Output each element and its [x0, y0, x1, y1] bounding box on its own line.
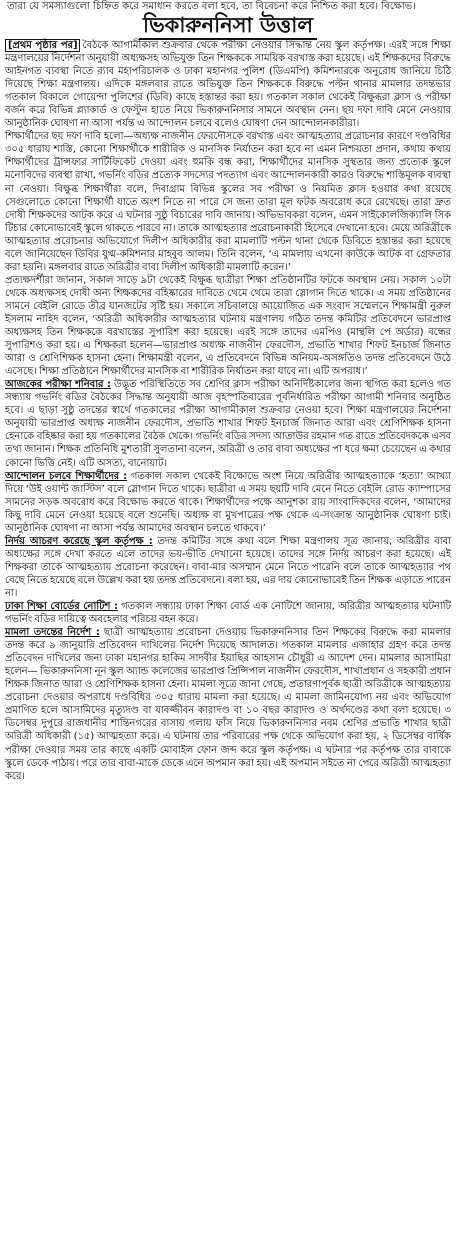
cut-off-previous-article-line: তারা যে সমস্যাগুলো চিহ্নিত করে সমাধান করতে বলা হবে, তা বিবেচনা করে নিশ্চিত করা হবে। বিক্ষোভ।: [7, 1, 416, 12]
article-section: [5, 535, 451, 600]
headline-container: [5, 12, 451, 39]
paragraph-text: বৈঠকে আগামীকাল শুক্রবার থেকে পরীক্ষা নেওয়ার সিদ্ধান্ত নেয় স্কুল কর্তৃপক্ষ। এরই সঙ্গে শিক্ষা মন্ত্রণালয়ের নির্দেশনা অনুযায়ী অধ্যক্ষসহ অভিযুক্ত তিন শিক্ষককে সাময়িক বরখাস্ত করা হয়েছে। এই শিক্ষকদের বিরুদ্ধে আইনগত ব্যবস্থা নিতে র‌্যাব মহাপরিচালক ও ঢাকা মহানগর পুলিশ (ডিএমপি) কমিশনারকে অনুরোধ জানিয়ে চিঠি দিয়েছে শিক্ষা মন্ত্রণালয়। এদিকে মঙ্গলবার রাতে অভিযুক্ত তিন শিক্ষককে বিরুদ্ধে পল্টন থানার মামলার তদন্তভার গতকাল বিকালে গোয়েন্দা পুলিশের (ডিবি) কাছে হস্তান্তর করা হয়। গতকাল সকাল থেকেই বিক্ষুব্ধরা ক্লাস ও পরীক্ষা বর্জন করে বিভিন্ন প্ল্যাকার্ড ও ফেস্টুন হাতে নিয়ে ভিকারুননিসার সামনে অবস্থান নেন। ছয় দফা দাবি মেনে নেওয়ার আনুষ্ঠানিক ঘোষণা না আসা পর্যন্ত এ আন্দোলন চলবে বলেও ঘোষণা দেন আন্দোলনকারীরা।: [5, 40, 451, 130]
article-section: [5, 378, 451, 469]
article-body: [5, 39, 451, 783]
article-section: [5, 470, 451, 535]
article-section: [5, 626, 451, 783]
article-paragraph: [5, 39, 451, 130]
continuation-label: [প্রথম পৃষ্ঠার পর]: [5, 39, 80, 52]
section-heading: ঢাকা শিক্ষা বোর্ডের নোটিশ :: [5, 601, 118, 613]
section-heading: মামলা তদন্তের নির্দেশ :: [5, 627, 100, 639]
paragraph-text: প্রত্যক্ষদর্শীরা জানান, সকাল সাড়ে ৯টা থেকেই বিক্ষুব্ধ ছাত্রীরা শিক্ষা প্রতিষ্ঠানটির ফটকে অবস্থান নেয়। সকাল ১০টা থেকে অধ্যক্ষসহ দোষী অন্য শিক্ষকদের বহিষ্কারের দাবিতে থেমে থেমে তারা স্লোগান দিতে থাকে। এ সময় প্রতিষ্ঠানের সামনে বেইলি রোডে তীব্র যানজটের সৃষ্টি হয়। সকালে সচিবালয়ে আয়োজিত এক সংবাদ সম্মেলনে শিক্ষামন্ত্রী নুরুল ইসলাম নাহিদ বলেন, ‘অরিত্রী অধিকারীর আত্মহত্যার ঘটনায় মন্ত্রণালয় গঠিত তদন্ত কমিটির প্রতিবেদনে ভারপ্রাপ্ত অধ্যক্ষসহ তিন শিক্ষককে বরখাস্তের সুপারিশ করা হয়েছে। এরই সঙ্গে তাদের এমপিও (মান্থলি পে অর্ডার) বন্ধের সুপারিশও করা হয়। এ শিক্ষকরা হলেন—ভারপ্রাপ্ত অধ্যক্ষ নাজনীন ফেরদৌস, প্রভাতি শাখার শিফট ইনচার্জ জিনাত আরা ও শ্রেণিশিক্ষক হাসনা হেনা। শিক্ষামন্ত্রী বলেন, এ প্রতিবেদনে বিভিন্ন অনিয়ম-অসঙ্গতিও তদন্ত প্রতিবেদনে উঠে এসেছে। শিক্ষা প্রতিষ্ঠানে শিক্ষার্থীদের মানসিক বা শারীরিক নির্যাতন করা যাবে না। এটি অপরাধ।’: [5, 274, 451, 378]
section-text: তদন্ত কমিটির সঙ্গে কথা বলে শিক্ষা মন্ত্রণালয় সূত্র জানায়, অরিত্রীর বাবা অধ্যক্ষের সঙ্গে দেখা করতে এলে তাদের ভয়-ভীতি দেখানো হয়েছে। তাদের সঙ্গে নির্দয় আচরণ করা হয়েছে। এই শিক্ষকরা তাকে আত্মহত্যায় প্ররোচনা করেছেন। বাবা-মার অসম্মান মেনে নিতে পারেনি বলে তাকে আত্মহত্যার পথ বেছে নিতে হয়েছে বলে উল্লেখ করা হয় তদন্ত প্রতিবেদনে। বলা হয়, এর দায় কোনোভাবেই তিন শিক্ষক এড়াতে পারেন না।: [5, 535, 451, 599]
article-paragraph: [5, 130, 451, 274]
section-text: গতকাল সকাল থেকেই বিক্ষোভে অংশ নিয়ে অরিত্রীর আত্মহত্যাকে ‘হত্যা’ আখ্যা দিয়ে ‘উই ওয়ান্ট জাস্টিস’ বলে স্লোগান দিতে থাকে। ছাত্রীরা এ সময় ছয়টি দাবি মেনে নিতে বেইলি রোড ক্যাম্পাসের সামনের সড়ক অবরোধ করে বিক্ষোভ করতে থাকে। শিক্ষার্থীদের পক্ষে আনুশকা রায় সাংবাদিকদের বলেন, ‘আমাদের কিছু দাবি মেনে নেওয়া হয়েছে বলে শুনেছি। অধ্যক্ষ বা মুখপাত্রের পক্ষ থেকে এ-সংক্রান্ত আনুষ্ঠানিক ঘোষণা চাই। আনুষ্ঠানিক ঘোষণা না আসা পর্যন্ত আমাদের অবস্থান চলতে থাকবে।’: [5, 470, 451, 534]
article-paragraph: [5, 274, 451, 378]
section-heading: নির্দয় আচরণ করেছে স্কুল কর্তৃপক্ষ :: [5, 535, 153, 547]
section-text: উদ্ভূত পরিস্থিতিতে সব শ্রেণির ক্লাস পরীক্ষা অনির্দিষ্টকালের জন্য স্থগিত করা হলেও গত সন্ধ্যায় গভর্নিং বডির বৈঠকের সিদ্ধান্ত অনুযায়ী আজ বৃহস্পতিবারের পূর্বনির্ধারিত পরীক্ষা আগামী শনিবার অনুষ্ঠিত হবে। এ ছাড়া সুষ্ঠু তদন্তের স্বার্থে গতকালের পরীক্ষা আগামীকাল শুক্রবার নেওয়া হবে। শিক্ষা মন্ত্রণালয়ের নির্দেশনা অনুযায়ী ভারপ্রাপ্ত অধ্যক্ষ নাজনীন ফেরদৌস, প্রভাতি শাখার শিফট ইনচার্জ জিনাত আরা এবং শ্রেণিশিক্ষক হাসনা হেনাকে বহিষ্কার করা হয় গতকালের বৈঠক থেকে। গভর্নিং বডির সদস্য আতাউর রহমান গত রাতে প্রতিবেদককে এসব তথ্য জানান। শিক্ষক প্রতিনিধি মুশতারী সুলতানা বলেন, অরিত্রী ও তার বাবা অধ্যক্ষের পা ধরে ক্ষমা চেয়েছেন এ কথার কোনো ভিত্তি নেই। এটি অসত্য, বানোয়াট।: [5, 379, 451, 469]
paragraph-text: শিক্ষার্থীদের ছয় দফা দাবি হলো—অধ্যক্ষ নাজনীন ফেরদৌসকে বরখাস্ত এবং আত্মহত্যার প্ররোচনার কারণে দণ্ডবিধির ৩০৫ ধারায় শাস্তি, কোনো শিক্ষার্থীকে শারীরিক ও মানসিক নির্যাতন করা হবে না এমন নিশ্চয়তা প্রদান, কথায় কথায় শিক্ষার্থীদের ট্রান্সফার সার্টিফিকেট দেওয়া এবং হুমকি বন্ধ করা, শিক্ষার্থীদের মানসিক সুস্থতার জন্য প্রত্যেক স্কুলে মনোবিদের ব্যবস্থা রাখা, গভর্নিং বডির প্রত্যেক সদস্যের পদত্যাগ এবং আন্দোলনকারী কারও বিরুদ্ধে শাস্তিমূলক ব্যবস্থা না নেওয়া। বিক্ষুব্ধ শিক্ষার্থীরা বলে, দিবাগ্রাম বিভিন্ন স্কুলের সব পরীক্ষা ও নিয়মিত ক্লাস হওয়ার কথা রয়েছে সেগুলোতে কোনো শিক্ষার্থী যাতে অংশ নিতে না পারে সে জন্য তারা মূল ফটক অবরোধ করে রেখেছে। তারা দ্রুত দোষী শিক্ষকদের আটক করে এ ঘটনার সুষ্ঠু বিচারের দাবি জানায়। অভিভাবকরা বলেন, এমন সাইকোলজিক্যালি সিক টিচার কোনোভাবেই স্কুলে থাকতে পারবে না। তাকে আত্মহত্যার প্ররোচনাকারী হিসেবে দেখানো হবে। মেয়ে অরিত্রীকে আত্মহত্যার প্ররোচনার অভিযোগে দিলীপ অধিকারীর করা মামলাটি পল্টন থানা থেকে ডিবিতে হস্তান্তর করা হয়েছে বলে জানিয়েছেন ডিবির যুগ্ম-কমিশনার মাহবুব আলম। তিনি বলেন, ‘এ মামলায় এখনো কাউকে আটক বা গ্রেফতার করা হয়নি। মঙ্গলবার রাতে অরিত্রীর বাবা দিলীপ অধিকারী মামলাটি করেন।’: [5, 131, 451, 273]
section-heading: আজকের পরীক্ষা শনিবার :: [5, 379, 111, 391]
article-headline: ভিকারুননিসা উত্তাল: [139, 12, 317, 40]
article-section: [5, 600, 451, 626]
section-heading: আন্দোলন চলবে শিক্ষার্থীদের :: [5, 470, 128, 482]
section-text: ছাত্রী আত্মহত্যায় প্ররোচনা দেওয়ায় ভিকারুননিসার তিন শিক্ষকের বিরুদ্ধে করা মামলার তদন্ত করে ৯ জানুয়ারি প্রতিবেদন দাখিলের নির্দেশ দিয়েছে আদালত। গতকাল মামলার এজাহার গ্রহণ করে তদন্ত প্রতিবেদন দাখিলের জন্য ঢাকা মহানগর হাকিম সাদবীর ইয়াছির আহসান চৌধুরী এ আদেশ দেন। মামলার আসামিরা হলেন— ভিকারুননিসা নূন স্কুল অ্যান্ড কলেজের ভারপ্রাপ্ত প্রিন্সিপাল নাজনীন ফেরদৌস, শাখাপ্রধান ও সহকারী প্রধান শিক্ষক জিনাত আরা ও শ্রেণিশিক্ষক হাসনা হেনা। মামলা সূত্রে জানা গেছে, প্রতারণাপূর্বক ছাত্রী অরিত্রীকে আত্মহত্যায় প্ররোচনা দেওয়ার অপরাধে দণ্ডবিধির ৩০৫ ধারায় মামলা করা হয়েছে। এ মামলা জামিনযোগ্য নয় এবং অভিযোগ প্রমাণিত হলে আসামিদের মৃত্যুদণ্ড বা যাবজ্জীবন কারাদণ্ড বা ১০ বছর কারাদণ্ড ও অর্থদণ্ডের কথা বলা হয়েছে। ৩ ডিসেম্বর দুপুরে রাজধানীর শান্তিনগরের বাসায় গলায় ফাঁস নিয়ে ভিকারুননিসার নবম শ্রেণির প্রভাতি শাখার ছাত্রী অরিত্রী অধিকারী (১৫) আত্মহত্যা করে। এ ঘটনায় তার পরিবারের পক্ষ থেকে অভিযোগ করা হয়, ২ ডিসেম্বর বার্ষিক পরীক্ষা দেওয়ার সময় তার কাছে একটি মোবাইল ফোন জব্দ করে স্কুল কর্তৃপক্ষ। এ ঘটনার পর কর্তৃপক্ষ তার বাবাকে স্কুলে ডেকে পাঠায়। পরে তার বাবা-মাকে ডেকে এনে অপমান করা হয়। এই অপমান সইতে না পেরে অরিত্রী আত্মহত্যা করে।: [5, 627, 451, 782]
section-text: গতকাল সন্ধ্যায় ঢাকা শিক্ষা বোর্ড এক নোটিশে জানায়, অরিত্রীর আত্মহত্যার ঘটনাটি গভর্নিং বডির দায়িত্বে অবহেলার পরিচয় বহন করে।: [5, 601, 451, 626]
